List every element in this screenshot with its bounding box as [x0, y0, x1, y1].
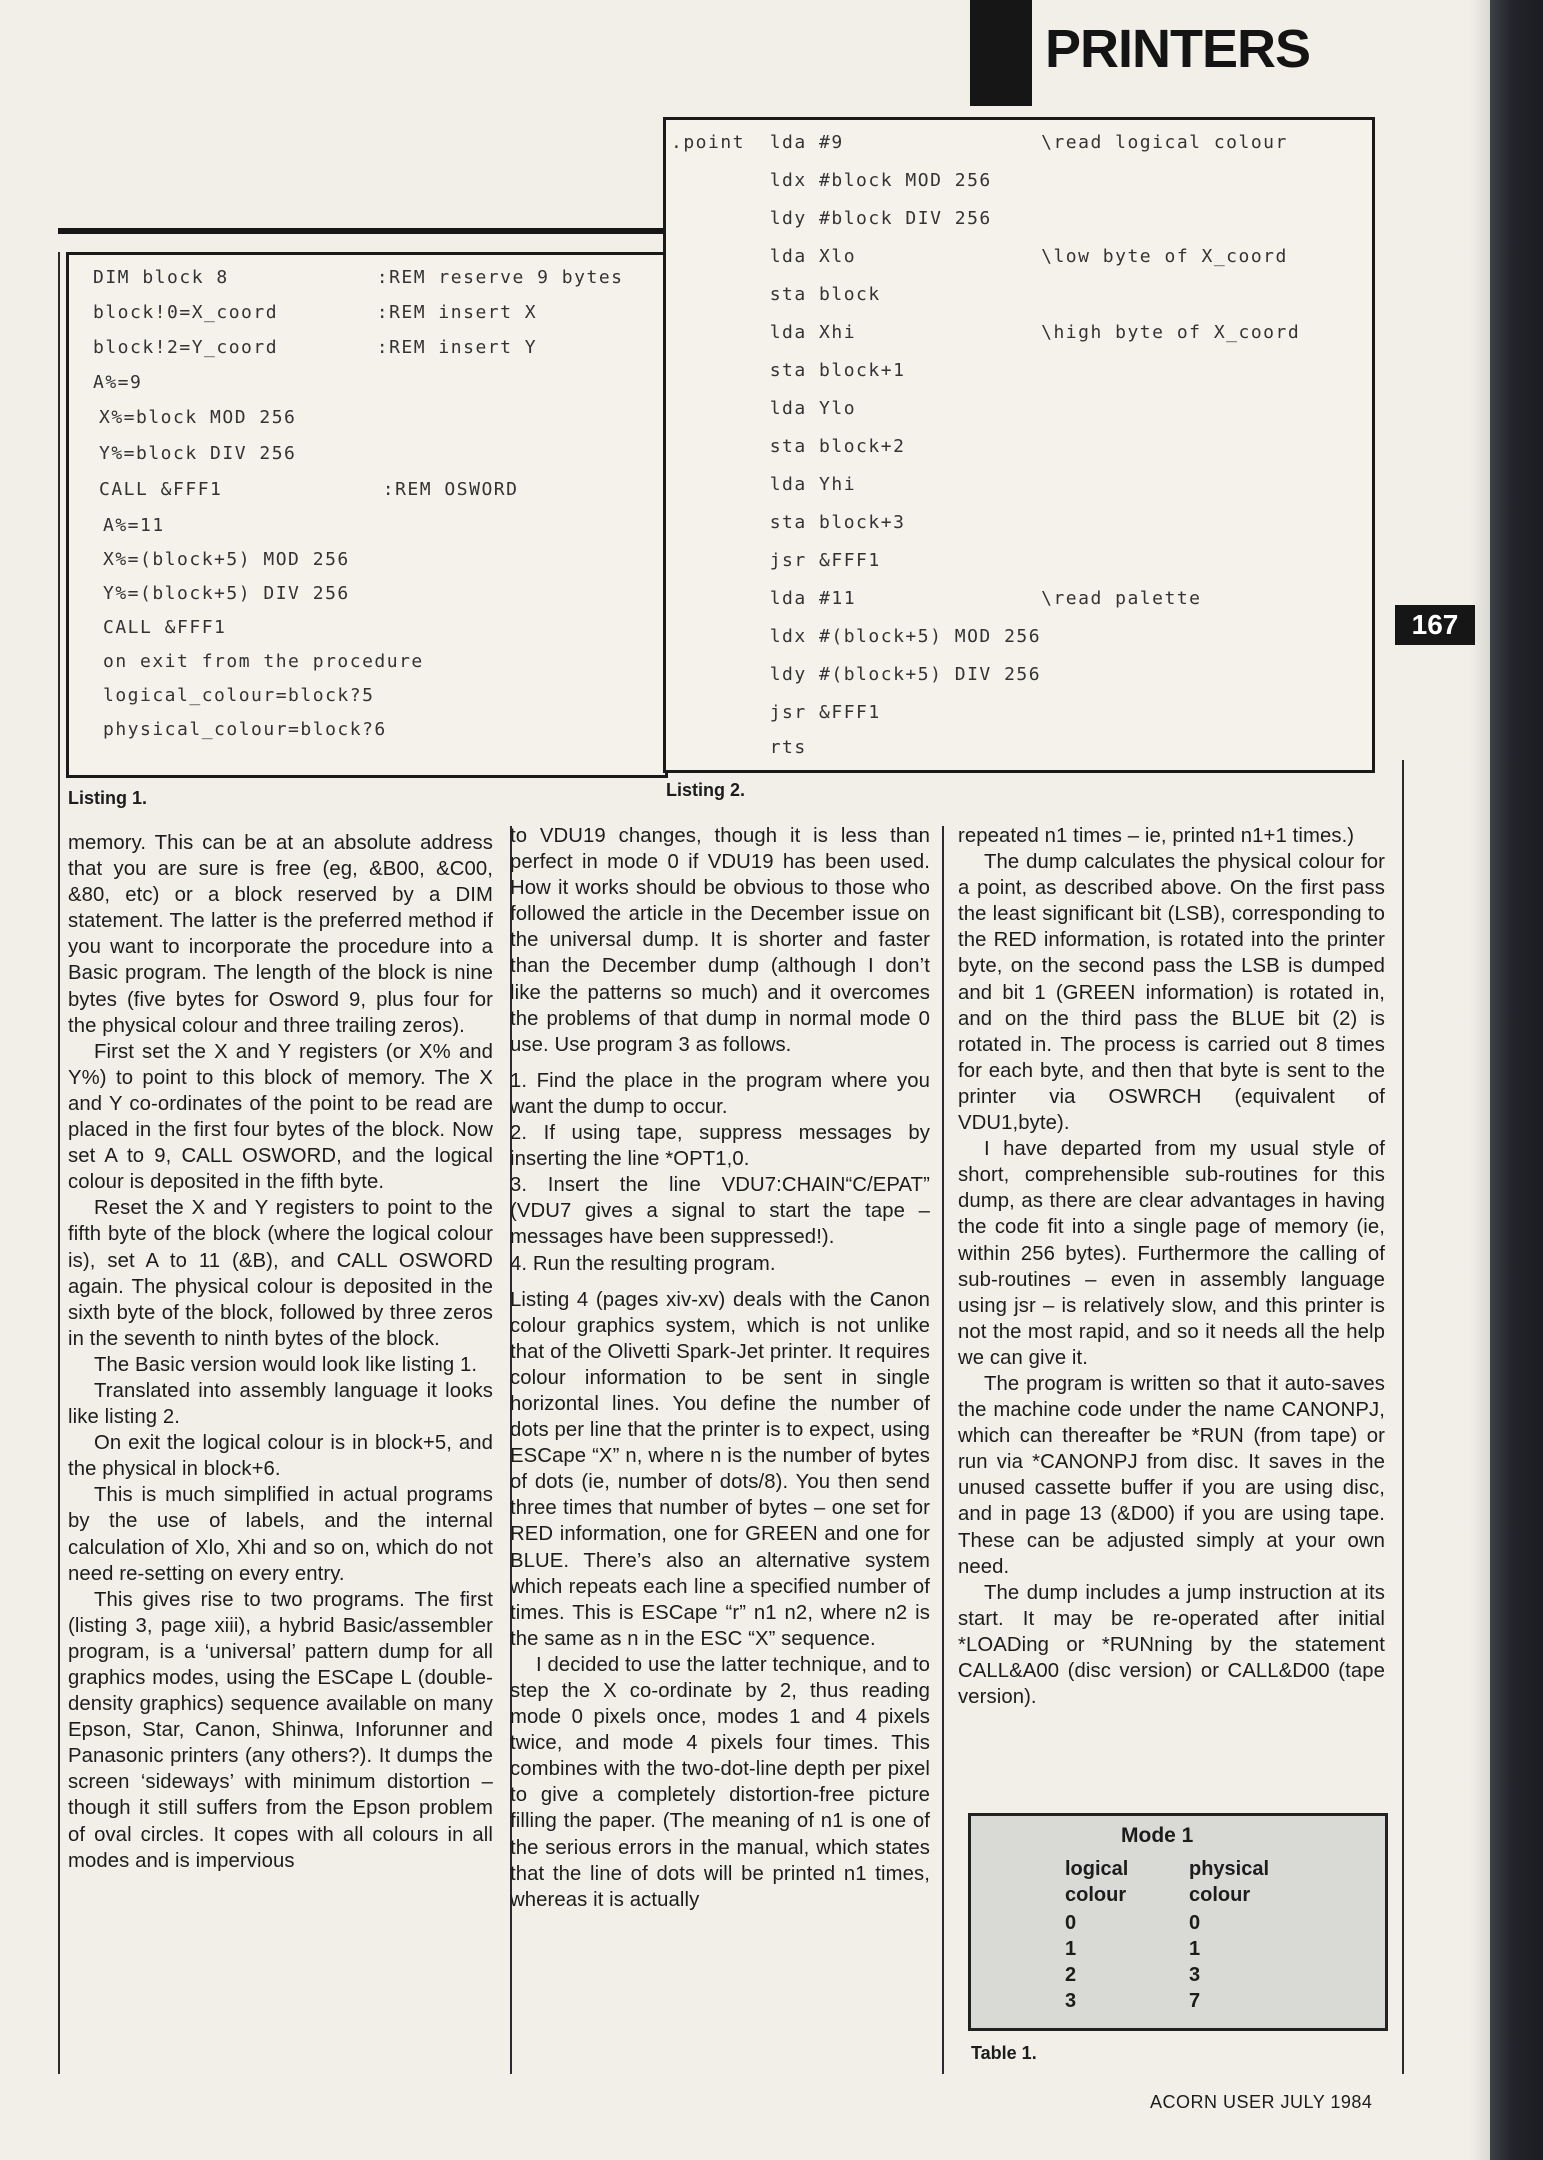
code-line: lda Xhi \high byte of X_coord [671, 322, 1301, 343]
code-line: .point lda #9 \read logical colour [671, 132, 1288, 153]
code-line: A%=11 [103, 515, 165, 536]
code-line: on exit from the procedure [103, 651, 424, 672]
code-line: sta block [671, 284, 881, 305]
table-cell: 0 [1189, 1912, 1201, 1934]
code-line: ldx #block MOD 256 [671, 170, 992, 191]
table-header: logical [1065, 1858, 1129, 1880]
code-line: sta block+3 [671, 512, 906, 533]
table-cell: 3 [1189, 1964, 1201, 1986]
table-cell: 1 [1065, 1938, 1077, 1960]
code-line: lda Xlo \low byte of X_coord [671, 246, 1288, 267]
section-marker-block [970, 0, 1032, 106]
paragraph: to VDU19 changes, though it is less than perfect in mode 0 if VDU19 has been used. How it works should be obvious to those who followed the article in the December issue on the universal dump. It is shorter and faster than the December dump (although I don’t like the patterns so much) and it overcomes the problems of that dump in normal mode 0 use. Use program 3 as follows. [510, 825, 930, 1056]
code-line: ldy #block DIV 256 [671, 208, 992, 229]
thick-rule [58, 228, 665, 234]
code-line: X%=(block+5) MOD 256 [103, 549, 350, 570]
table-cell: 3 [1065, 1990, 1077, 2012]
code-line: Y%=(block+5) DIV 256 [103, 583, 350, 604]
column-rule [58, 252, 60, 2074]
paragraph: I have departed from my usual style of short, comprehensible sub-routines for this dump, as there are clear advantages in having the code fit into a single page of memory (ie, within 256 bytes). Furthermore the calling of sub-routines – even in assembly language using jsr – is relatively slow, and this printer is not the most rapid, and so it needs all the help we can give it. [958, 1138, 1385, 1369]
list-item: 4. Run the resulting program. [510, 1252, 776, 1275]
table-1 [968, 1813, 1388, 2031]
article-column-1 [68, 830, 493, 1874]
table-cell: 1 [1189, 1938, 1201, 1960]
table-header: physical [1189, 1858, 1270, 1880]
list-item: 2. If using tape, suppress messages by inserting the line *OPT1,0. [510, 1122, 930, 1171]
code-line: ldy #(block+5) DIV 256 [671, 664, 1042, 685]
code-line: sta block+1 [671, 360, 906, 381]
paragraph: repeated n1 times – ie, printed n1+1 times.) [958, 825, 1355, 847]
code-line: lda #11 \read palette [671, 588, 1202, 609]
code-line: DIM block 8 :REM reserve 9 bytes [93, 267, 624, 288]
magazine-spine [1490, 0, 1543, 2160]
list-item: 1. Find the place in the program where you want the dump to occur. [510, 1069, 930, 1118]
column-rule [1402, 760, 1404, 2074]
paragraph: The dump includes a jump instruction at its start. It may be re-operated after initial *LOADing or *RUNning by the statement CALL&A00 (disc version) or CALL&D00 (tape version). [958, 1581, 1385, 1709]
column-rule [942, 826, 944, 2074]
article-column-2 [510, 823, 930, 1913]
paragraph: First set the X and Y registers (or X% and Y%) to point to this block of memory. The X and Y co-ordinates of the point to be read are placed in the first four bytes of the block. Now set A to 9, CALL OSWORD, and the logical colour is deposited in the fifth byte. [68, 1040, 493, 1194]
code-line: lda Ylo [671, 398, 857, 419]
code-line: lda Yhi [671, 474, 857, 495]
listing-1-box [66, 252, 668, 778]
paragraph: memory. This can be at an absolute address that you are sure is free (eg, &B00, &C00, &80, etc) or a block reserved by a DIM statement. The latter is the preferred method if you want to incorporate the procedure into a Basic program. The length of the block is nine bytes (five bytes for Osword 9, plus four for the physical colour and three trailing zeros). [68, 832, 493, 1037]
table-cell: 7 [1189, 1990, 1201, 2012]
code-line: logical_colour=block?5 [103, 685, 375, 706]
section-title: PRINTERS [1045, 19, 1311, 79]
code-line: CALL &FFF1 [103, 617, 227, 638]
table-1-caption: Table 1. [971, 2043, 1037, 2063]
list-item: 3. Insert the line VDU7:CHAIN“C/EPAT” (VDU7 gives a signal to start the tape – messages have been suppressed!). [510, 1174, 930, 1249]
table-cell: 0 [1065, 1912, 1077, 1934]
article-column-3 [958, 823, 1385, 1710]
table-header: colour [1065, 1884, 1127, 1906]
listing-1-caption: Listing 1. [68, 788, 148, 808]
paragraph: This gives rise to two programs. The first (listing 3, page xiii), a hybrid Basic/assembler program, is a ‘universal’ pattern dump for all graphics modes, using the ESCape L (double-density graphics) sequence available on many Epson, Star, Canon, Shinwa, Inforunner and Panasonic printers (any others?). It dumps the screen ‘sideways’ with minimum distortion – though it still suffers from the Epson problem of oval circles. It copes with all colours in all modes and is impervious [68, 1588, 493, 1872]
code-line: block!0=X_coord :REM insert X [93, 302, 538, 323]
paragraph: Reset the X and Y registers to point to the fifth byte of the block (where the logical colour is), set A to 11 (&B), and CALL OSWORD again. The physical colour is deposited in the sixth byte of the block, followed by three zeros in the seventh to ninth bytes of the block. [68, 1197, 493, 1350]
code-line: A%=9 [93, 372, 143, 393]
code-line: block!2=Y_coord :REM insert Y [93, 337, 538, 358]
code-line: physical_colour=block?6 [103, 719, 387, 740]
paragraph: The program is written so that it auto-saves the machine code under the name CANONPJ, which can thereafter be *RUN (from tape) or run via *CANONPJ from disc. It saves in the unused cassette buffer if you are using disc, and in page 13 (&D00) if you are using tape. These can be adjusted simply at your own need. [958, 1372, 1385, 1578]
code-line: ldx #(block+5) MOD 256 [671, 626, 1042, 647]
code-line: Y%=block DIV 256 [99, 443, 297, 464]
page-number: 167 [1395, 605, 1475, 645]
code-line: X%=block MOD 256 [99, 407, 297, 428]
code-line: jsr &FFF1 [671, 550, 881, 571]
table-header: colour [1189, 1884, 1251, 1906]
paragraph: Listing 4 (pages xiv-xv) deals with the Canon colour graphics system, which is not unlike that of the Olivetti Spark-Jet printer. It requires colour information to be sent in single horizontal lines. You define the number of dots per line that the printer is to expect, using ESCape “X” n, where n is the number of bytes of dots (ie, number of dots/8). You then send three times that number of bytes – one set for RED information, one for GREEN and one for BLUE. There’s also an alternative system which repeats each line a specified number of times. This is ESCape “r” n1 n2, where n2 is the same as n in the ESC “X” sequence. [510, 1288, 930, 1650]
code-line: rts [671, 737, 807, 758]
listing-2-caption: Listing 2. [666, 780, 746, 800]
paragraph: On exit the logical colour is in block+5, and the physical in block+6. [68, 1432, 493, 1481]
table-title: Mode 1 [1121, 1824, 1194, 1847]
paragraph: I decided to use the latter technique, and to step the X co-ordinate by 2, thus reading mode 0 pixels once, modes 1 and 4 pixels twice, and mode 4 pixels four times. This combines with the two-dot-line depth per pixel to give a completely distortion-free picture filling the paper. (The meaning of n1 is one of the serious errors in the manual, which states that the line of dots will be printed n1 times, whereas it is actually [510, 1653, 930, 1911]
paragraph: The Basic version would look like listing 1. [94, 1353, 478, 1376]
code-line: CALL &FFF1 :REM OSWORD [99, 479, 519, 500]
footer-credit: ACORN USER JULY 1984 [1150, 2092, 1373, 2112]
table-cell: 2 [1065, 1964, 1077, 1986]
paragraph: This is much simplified in actual programs by the use of labels, and the internal calculation of Xlo, Xhi and so on, which do not need re-setting on every entry. [68, 1484, 493, 1585]
code-line: sta block+2 [671, 436, 906, 457]
paragraph: The dump calculates the physical colour for a point, as described above. On the first pass the least significant bit (LSB), corresponding to the RED information, is rotated into the printer byte, on the second pass the LSB is dumped and bit 1 (GREEN information) is rotated in, and on the third pass the BLUE bit (2) is rotated in. The process is carried out 8 times for each byte, and then that byte is sent to the printer via OSWRCH (equivalent of VDU1,byte). [958, 851, 1385, 1135]
paragraph: Translated into assembly language it looks like listing 2. [68, 1379, 493, 1429]
listing-2-box [663, 117, 1375, 773]
page-edge-shadow [1470, 0, 1490, 2160]
code-line: jsr &FFF1 [671, 702, 881, 723]
